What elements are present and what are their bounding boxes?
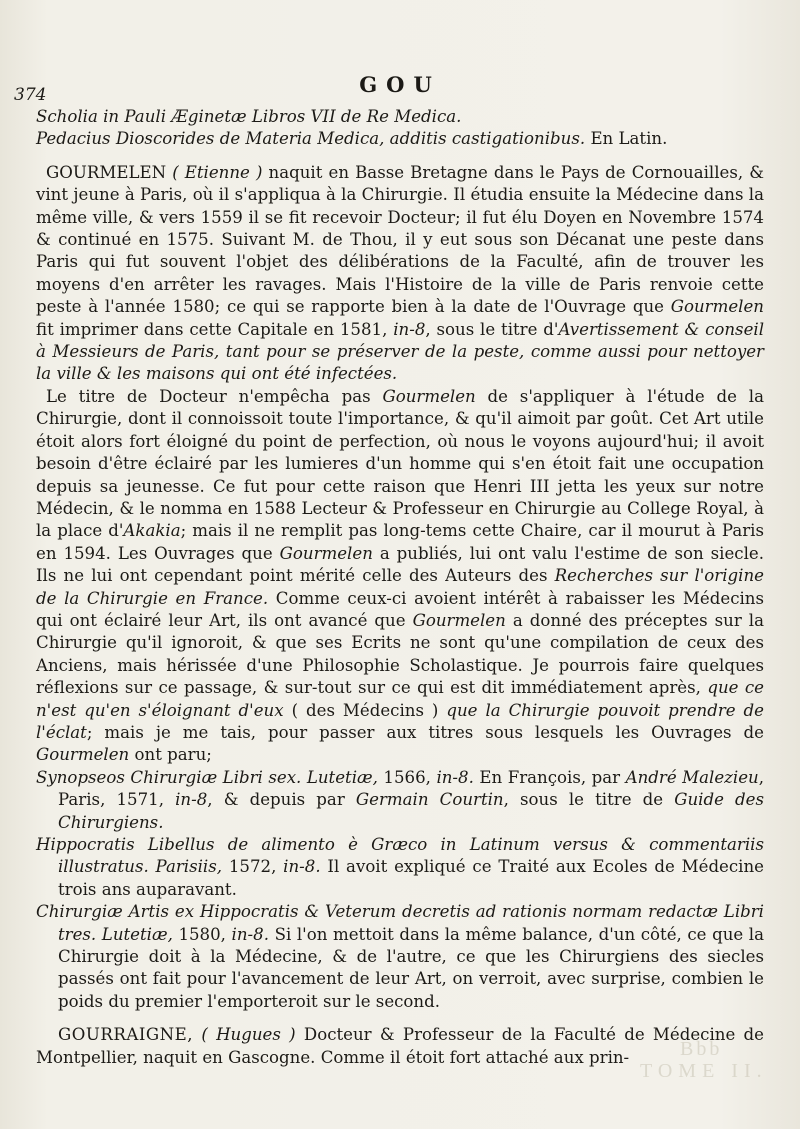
text-run: 1580, xyxy=(178,924,226,944)
text-run: fit imprimer dans cette Capitale en 1581, xyxy=(36,319,388,339)
text-run: Il avoit expliqué ce Traité aux Ecoles de Médecine trois ans auparavant. xyxy=(58,857,764,899)
person-name: André Malezieu xyxy=(625,767,759,787)
text-run: Comme ceux-ci avoient intérêt à rabaisser les Médecins qui ont éclairé leur Art, ils ont avancé que xyxy=(36,588,764,630)
text-run: a donné des préceptes sur la Chirurgie qu'il ignoroit, & que ses Ecrits ne sont qu'une compilation de ceux des Anciens, mais hérissée d'une Philosophie Scholastique. Je pourrois faire quelques réflexions sur ce passage, & sur-tout sur ce qui est dit immédiatement après, xyxy=(36,610,764,698)
work-title: Guide des Chirurgiens. xyxy=(58,790,765,832)
person-name: Akakia xyxy=(123,521,181,541)
text-run: de s'appliquer à l'étude de la Chirurgie, dont il connoissoit toute l'importance, & qu'il aimoit par goût. Cet Art utile étoit alors fort éloigné du point de perfection, où nous le voyons aujourd'hui; il avoit besoin d'être éclairé par les lumieres d'un homme qui s'en étoit fait une occupation depuis sa jeunesse. Ce fut pour cette raison que Henri III jetta les yeux sur notre Médecin, & le nomma en 1588 Lecteur & Professeur en Chirurgie au College Royal, à la place d' xyxy=(36,386,765,541)
work-title: Pedacius Dioscorides de Materia Medica, additis castigationibus. xyxy=(36,129,586,149)
work-listing-hippocratis xyxy=(36,834,764,901)
work-title: Scholia in Pauli Æginetæ Libros VII de Re Medica. xyxy=(36,107,462,126)
work-title: Recherches sur l'origine de la Chirurgie en France. xyxy=(36,566,764,608)
text-run: ; mais il ne remplit pas long-tems cette Chaire, car il mourut à Paris en 1594. Les Ouvrages que xyxy=(36,521,765,563)
text-run: Docteur & Professeur de la Faculté de Médecine de Montpellier, naquit en Gascogne. Comme il étoit fort attaché aux prin- xyxy=(36,1025,764,1067)
entry-name: GOURRAIGNE, xyxy=(58,1025,194,1045)
format: in-8. xyxy=(283,857,321,877)
entry-gourmelen-paragraph-1 xyxy=(36,162,764,386)
works-intro-line-1 xyxy=(36,106,764,128)
text-run: ; mais je me tais, pour passer aux titres sous lesquels les Ouvrages de xyxy=(86,722,764,742)
text-run: , Paris, 1571, xyxy=(58,767,764,810)
entry-name: GOURMELEN xyxy=(46,162,167,182)
text-run: En François, par xyxy=(479,767,621,787)
work-title: Synopseos Chirurgiæ Libri sex. Lutetiæ, xyxy=(36,767,378,787)
work-title: Hippocratis Libellus de alimento è Græco in Latinum versus & commentariis illustratus. Parisiis, xyxy=(36,835,764,877)
text-run: Si l'on mettoit dans la même balance, d'un côté, ce que la Chirurgie doit à la Médecine, & de l'autre, ce que les Chirurgiens des siecles passés ont fait pour l'avancement de leur Art, on verroit, avec surprise, combien le poids du premier l'emporteroit sur le second. xyxy=(58,924,764,1011)
quotation: que ce n'est qu'en s'éloignant d'eux xyxy=(36,678,764,720)
work-listing-chirurgiae xyxy=(36,901,764,1013)
page-number: 374 xyxy=(14,85,47,105)
bleed-through-signature: Bbb xyxy=(680,1038,723,1060)
quotation: que la Chirurgie pouvoit prendre de l'éclat xyxy=(36,700,764,742)
text-run: Le titre de Docteur n'empêcha pas xyxy=(46,386,371,406)
person-name: Gourmelen xyxy=(670,297,764,317)
entry-forename: ( Hugues ) xyxy=(201,1025,296,1045)
work-title: Avertissement & conseil à Messieurs de Paris, tant pour se préserver de la peste, comme aussi pour nettoyer la ville & les maisons qui ont été infectées. xyxy=(36,319,764,384)
text-run: naquit en Basse Bretagne dans le Pays de Cornouailles, & vint jeune à Paris, où il s'appliqua à la Chirurgie. Il étudia ensuite la Médecine dans la même ville, & vers 1559 il se fit recevoir Docteur; il fut élu Doyen en Novembre 1574 & continué en 1575. Suivant M. de Thou, il y eut sous son Décanat une peste dans Paris qui fut souvent l'objet des délibérations de la Faculté, afin de trouver les moyens d'en arrêter les ravages. Mais l'Histoire de la ville de Paris renvoie cette peste à l'année 1580; ce qui se rapporte bien à la date de l'Ouvrage que xyxy=(36,162,764,317)
format: in-8. xyxy=(231,924,269,944)
text-run: 1572, xyxy=(228,857,277,877)
work-title: Chirurgiæ Artis ex Hippocratis & Veterum decretis ad rationis normam redactæ Libri tres. Lutetiæ, xyxy=(36,902,764,944)
format: in-8 xyxy=(393,319,426,339)
text-run: 1566, xyxy=(383,767,431,787)
person-name: Gourmelen xyxy=(279,543,373,563)
person-name: Gourmelen xyxy=(412,610,506,630)
text-run: , sous le titre de xyxy=(503,790,664,810)
work-listing-synopseos xyxy=(36,767,764,834)
person-name: Gourmelen xyxy=(36,745,130,765)
running-title: GOU xyxy=(359,72,441,97)
text-run: ( des Médecins ) xyxy=(291,700,439,720)
text-run: , sous le titre d' xyxy=(425,319,559,339)
language-note: En Latin. xyxy=(590,129,668,149)
person-name: Germain Courtin xyxy=(355,790,504,810)
format: in-8. xyxy=(436,767,474,787)
bleed-through-footer: TOME II. xyxy=(640,1060,768,1082)
person-name: Gourmelen xyxy=(382,386,476,406)
entry-gourraigne xyxy=(36,1024,764,1069)
text-run: a publiés, lui ont valu l'estime de son siecle. Ils ne lui ont cependant point mérité celle des Auteurs des xyxy=(36,543,764,586)
entry-gourmelen-paragraph-2 xyxy=(36,386,764,767)
entry-forename: ( Etienne ) xyxy=(172,162,263,182)
works-intro-line-2 xyxy=(36,128,764,150)
body-text xyxy=(36,106,764,1069)
format: in-8 xyxy=(175,790,208,810)
text-run: , & depuis par xyxy=(207,790,345,810)
text-run: ont paru; xyxy=(134,745,212,765)
